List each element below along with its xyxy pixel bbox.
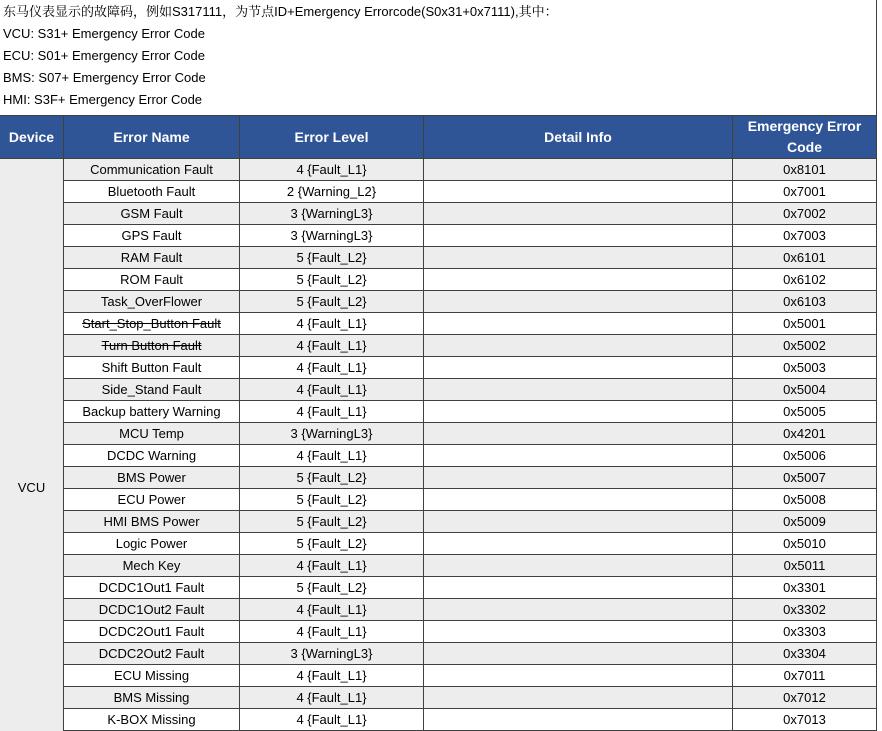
error-name-cell: Start_Stop_Button Fault <box>64 313 240 335</box>
detail-info-cell <box>424 159 733 181</box>
emergency-code-cell: 0x7003 <box>733 225 877 247</box>
emergency-code-cell: 0x6103 <box>733 291 877 313</box>
detail-info-cell <box>424 401 733 423</box>
emergency-code-cell: 0x5004 <box>733 379 877 401</box>
error-name-cell: K-BOX Missing <box>64 709 240 731</box>
error-level-cell: 5 {Fault_L2} <box>240 269 424 291</box>
error-name-cell: DCDC2Out1 Fault <box>64 621 240 643</box>
detail-info-cell <box>424 313 733 335</box>
detail-info-cell <box>424 533 733 555</box>
header-device: Device <box>0 116 64 159</box>
error-level-cell: 4 {Fault_L1} <box>240 445 424 467</box>
error-name-cell: MCU Temp <box>64 423 240 445</box>
detail-info-cell <box>424 445 733 467</box>
intro-line: 东马仪表显示的故障码，例如S317111，为节点ID+Emergency Errorcode(S0x31+0x7111),其中： <box>3 4 558 19</box>
emergency-code-cell: 0x7013 <box>733 709 877 731</box>
detail-info-cell <box>424 489 733 511</box>
error-name-cell: Bluetooth Fault <box>64 181 240 203</box>
error-level-cell: 5 {Fault_L2} <box>240 577 424 599</box>
emergency-code-cell: 0x5005 <box>733 401 877 423</box>
error-level-cell: 4 {Fault_L1} <box>240 313 424 335</box>
error-level-cell: 5 {Fault_L2} <box>240 533 424 555</box>
detail-info-cell <box>424 687 733 709</box>
error-name-cell: DCDC Warning <box>64 445 240 467</box>
error-level-cell: 4 {Fault_L1} <box>240 621 424 643</box>
detail-info-cell <box>424 247 733 269</box>
error-level-cell: 4 {Fault_L1} <box>240 335 424 357</box>
detail-info-cell <box>424 467 733 489</box>
error-name-cell: Task_OverFlower <box>64 291 240 313</box>
emergency-code-cell: 0x7012 <box>733 687 877 709</box>
detail-info-cell <box>424 203 733 225</box>
header-error-name: Error Name <box>64 116 240 159</box>
emergency-code-cell: 0x3304 <box>733 643 877 665</box>
device-cell <box>0 159 64 731</box>
intro-line: BMS: S07+ Emergency Error Code <box>3 70 206 85</box>
emergency-code-cell: 0x7001 <box>733 181 877 203</box>
error-level-cell: 5 {Fault_L2} <box>240 247 424 269</box>
detail-info-cell <box>424 577 733 599</box>
error-table <box>0 115 877 731</box>
error-name-cell: ECU Missing <box>64 665 240 687</box>
error-name-cell: Turn Button Fault <box>64 335 240 357</box>
error-level-cell: 5 {Fault_L2} <box>240 291 424 313</box>
emergency-code-cell: 0x3303 <box>733 621 877 643</box>
emergency-code-cell: 0x3301 <box>733 577 877 599</box>
error-level-cell: 3 {WarningL3} <box>240 643 424 665</box>
detail-info-cell <box>424 357 733 379</box>
emergency-code-cell: 0x5003 <box>733 357 877 379</box>
detail-info-cell <box>424 643 733 665</box>
error-level-cell: 4 {Fault_L1} <box>240 599 424 621</box>
device-label: VCU <box>17 480 46 495</box>
detail-info-cell <box>424 665 733 687</box>
error-name-cell: GSM Fault <box>64 203 240 225</box>
error-level-cell: 3 {WarningL3} <box>240 423 424 445</box>
emergency-code-cell: 0x7011 <box>733 665 877 687</box>
error-name-cell: BMS Missing <box>64 687 240 709</box>
detail-info-cell <box>424 291 733 313</box>
emergency-code-cell: 0x4201 <box>733 423 877 445</box>
error-level-cell: 4 {Fault_L1} <box>240 159 424 181</box>
error-level-cell: 4 {Fault_L1} <box>240 379 424 401</box>
error-level-cell: 4 {Fault_L1} <box>240 401 424 423</box>
emergency-code-cell: 0x5009 <box>733 511 877 533</box>
error-name-cell: HMI BMS Power <box>64 511 240 533</box>
emergency-code-cell: 0x8101 <box>733 159 877 181</box>
detail-info-cell <box>424 599 733 621</box>
error-name-cell: Backup battery Warning <box>64 401 240 423</box>
error-name-cell: DCDC1Out2 Fault <box>64 599 240 621</box>
error-level-cell: 4 {Fault_L1} <box>240 555 424 577</box>
intro-line: HMI: S3F+ Emergency Error Code <box>3 92 203 107</box>
detail-info-cell <box>424 379 733 401</box>
emergency-code-cell: 0x5010 <box>733 533 877 555</box>
error-name-cell: BMS Power <box>64 467 240 489</box>
error-level-cell: 3 {WarningL3} <box>240 203 424 225</box>
detail-info-cell <box>424 511 733 533</box>
intro-line: ECU: S01+ Emergency Error Code <box>3 48 205 63</box>
error-level-cell: 4 {Fault_L1} <box>240 709 424 731</box>
error-level-cell: 5 {Fault_L2} <box>240 467 424 489</box>
emergency-code-cell: 0x5007 <box>733 467 877 489</box>
error-level-cell: 2 {Warning_L2} <box>240 181 424 203</box>
error-name-cell: DCDC2Out2 Fault <box>64 643 240 665</box>
detail-info-cell <box>424 335 733 357</box>
error-name-cell: Logic Power <box>64 533 240 555</box>
detail-info-cell <box>424 621 733 643</box>
intro-text <box>0 0 877 115</box>
error-level-cell: 3 {WarningL3} <box>240 225 424 247</box>
emergency-code-cell: 0x5002 <box>733 335 877 357</box>
error-level-cell: 5 {Fault_L2} <box>240 511 424 533</box>
emergency-code-cell: 0x3302 <box>733 599 877 621</box>
error-level-cell: 4 {Fault_L1} <box>240 357 424 379</box>
detail-info-cell <box>424 225 733 247</box>
error-name-cell: Shift Button Fault <box>64 357 240 379</box>
header-emergency-error-code: Emergency Error Code <box>733 116 877 159</box>
error-name-cell: RAM Fault <box>64 247 240 269</box>
detail-info-cell <box>424 423 733 445</box>
detail-info-cell <box>424 709 733 731</box>
detail-info-cell <box>424 269 733 291</box>
error-name-cell: GPS Fault <box>64 225 240 247</box>
error-name-cell: Side_Stand Fault <box>64 379 240 401</box>
error-name-cell: DCDC1Out1 Fault <box>64 577 240 599</box>
emergency-code-cell: 0x5001 <box>733 313 877 335</box>
error-level-cell: 4 {Fault_L1} <box>240 687 424 709</box>
header-error-level: Error Level <box>240 116 424 159</box>
emergency-code-cell: 0x6101 <box>733 247 877 269</box>
error-name-cell: ROM Fault <box>64 269 240 291</box>
emergency-code-cell: 0x5006 <box>733 445 877 467</box>
error-name-cell: Mech Key <box>64 555 240 577</box>
error-level-cell: 5 {Fault_L2} <box>240 489 424 511</box>
emergency-code-cell: 0x7002 <box>733 203 877 225</box>
intro-line: VCU: S31+ Emergency Error Code <box>3 26 205 41</box>
header-detail-info: Detail Info <box>424 116 733 159</box>
detail-info-cell <box>424 555 733 577</box>
error-level-cell: 4 {Fault_L1} <box>240 665 424 687</box>
error-name-cell: Communication Fault <box>64 159 240 181</box>
emergency-code-cell: 0x5011 <box>733 555 877 577</box>
error-name-cell: ECU Power <box>64 489 240 511</box>
emergency-code-cell: 0x5008 <box>733 489 877 511</box>
emergency-code-cell: 0x6102 <box>733 269 877 291</box>
detail-info-cell <box>424 181 733 203</box>
